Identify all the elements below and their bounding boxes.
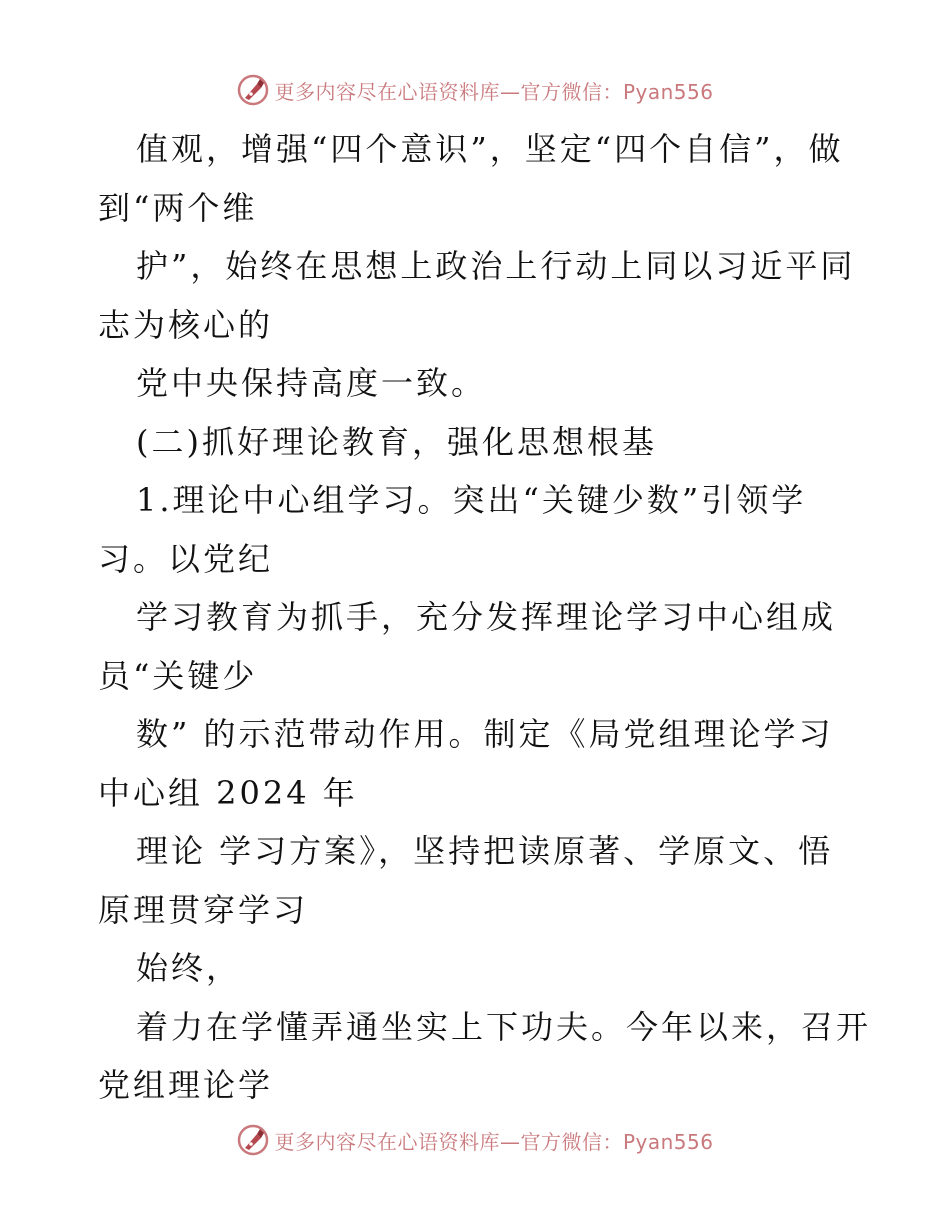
text-line: 中心组 2024 年 xyxy=(98,773,358,812)
text-line: 护”，始终在思想上政治上行动上同以习近平同 xyxy=(136,247,856,285)
document-body xyxy=(98,120,872,1115)
footer-watermark-text: 更多内容尽在心语资料库—官方微信：Pyan556 xyxy=(274,1129,714,1154)
header-watermark-text: 更多内容尽在心语资料库—官方微信：Pyan556 xyxy=(274,79,714,104)
text-line: 志为核心的 xyxy=(98,305,274,344)
pen-nib-logo-icon xyxy=(236,1123,270,1157)
text-line: 1.理论中心组学习。突出“关键少数”引领学 xyxy=(136,481,807,519)
section-heading: (二)抓好理论教育，强化思想根基 xyxy=(136,422,657,461)
pen-nib-logo-icon xyxy=(236,73,270,107)
text-line: 学习教育为抓手，充分发挥理论学习中心组成 xyxy=(136,598,837,636)
header-watermark xyxy=(0,70,950,110)
text-line: 数” 的示范带动作用。制定《局党组理论学习 xyxy=(136,715,834,753)
text-line: 党中央保持高度一致。 xyxy=(136,364,487,402)
text-line: 值观，增强“四个意识”，坚定“四个自信”，做 xyxy=(136,130,844,168)
text-line: 到“两个维 xyxy=(98,188,258,227)
text-line: 习。以党纪 xyxy=(98,539,274,578)
text-line: 党组理论学 xyxy=(98,1066,274,1104)
footer-watermark xyxy=(0,1120,950,1160)
text-line: 理论 学习方案》，坚持把读原著、学原文、悟 xyxy=(136,832,834,870)
text-line: 着力在学懂弄通坐实上下功夫。今年以来，召开 xyxy=(136,1007,872,1046)
text-line: 员“关键少 xyxy=(98,656,258,695)
text-line: 原理贯穿学习 xyxy=(98,890,309,929)
text-line: 始终， xyxy=(136,949,242,987)
